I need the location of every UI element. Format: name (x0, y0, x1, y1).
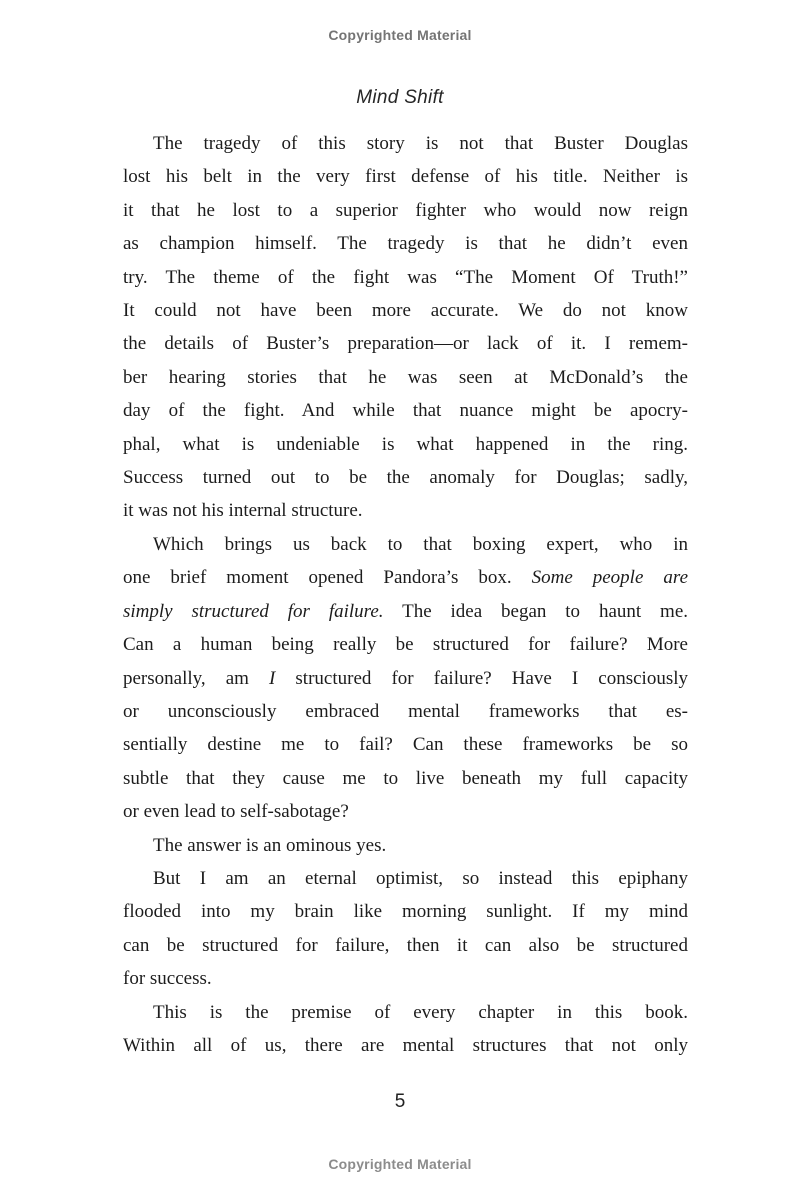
text-line: Which brings us back to that boxing expert, who in (153, 533, 688, 555)
text-line: phal, what is undeniable is what happened in the ring. (123, 433, 688, 455)
text-line: This is the premise of every chapter in this book. (153, 1001, 688, 1023)
text-line: try. The theme of the fight was “The Moment Of Truth!” (123, 266, 688, 288)
text-line: ber hearing stories that he was seen at McDonald’s the (123, 366, 688, 388)
text-line: as champion himself. The tragedy is that he didn’t even (123, 233, 688, 255)
text-line: Success turned out to be the anomaly for Douglas; sadly, (123, 467, 688, 489)
text-line: The tragedy of this story is not that Buster Douglas (153, 133, 688, 154)
copyright-notice-top: Copyrighted Material (328, 27, 472, 43)
text-line: it that he lost to a superior fighter who would now reign (123, 199, 688, 221)
text-line: subtle that they cause me to live beneath my full capacity (123, 767, 688, 789)
text-line: flooded into my brain like morning sunlight. If my mind (123, 901, 688, 923)
text-line: Can a human being really be structured for failure? More (123, 634, 688, 656)
text-line: But I am an eternal optimist, so instead this epiphany (153, 867, 688, 889)
text-line: sentially destine me to fail? Can these frameworks be so (123, 734, 688, 756)
text-line: the details of Buster’s preparation—or lack of it. I remem- (123, 333, 688, 355)
text-line: or even lead to self-sabotage? (123, 801, 349, 823)
text-line: The answer is an ominous yes. (153, 834, 387, 856)
text-line: one brief moment opened Pandora’s box. Some people are (123, 567, 689, 589)
page-number: 5 (394, 1091, 406, 1112)
text-line: lost his belt in the very first defense of his title. Neither is (123, 166, 688, 188)
text-line: can be structured for failure, then it can also be structured (123, 934, 688, 956)
text-line: for success. (123, 968, 212, 990)
text-line: personally, am I structured for failure? Have I consciously (123, 667, 689, 689)
text-line: it was not his internal structure. (123, 500, 363, 522)
text-line: simply structured for failure. The idea began to haunt me. (123, 600, 688, 622)
text-line: day of the fight. And while that nuance might be apocry- (123, 400, 688, 422)
text-body (123, 127, 688, 1062)
running-head-title: Mind Shift (356, 87, 444, 108)
text-line: It could not have been more accurate. We do not know (123, 300, 688, 322)
text-line: or unconsciously embraced mental frameworks that es- (123, 700, 688, 722)
copyright-notice-bottom: Copyrighted Material (328, 1156, 472, 1172)
text-line: Within all of us, there are mental structures that not only (123, 1034, 688, 1056)
